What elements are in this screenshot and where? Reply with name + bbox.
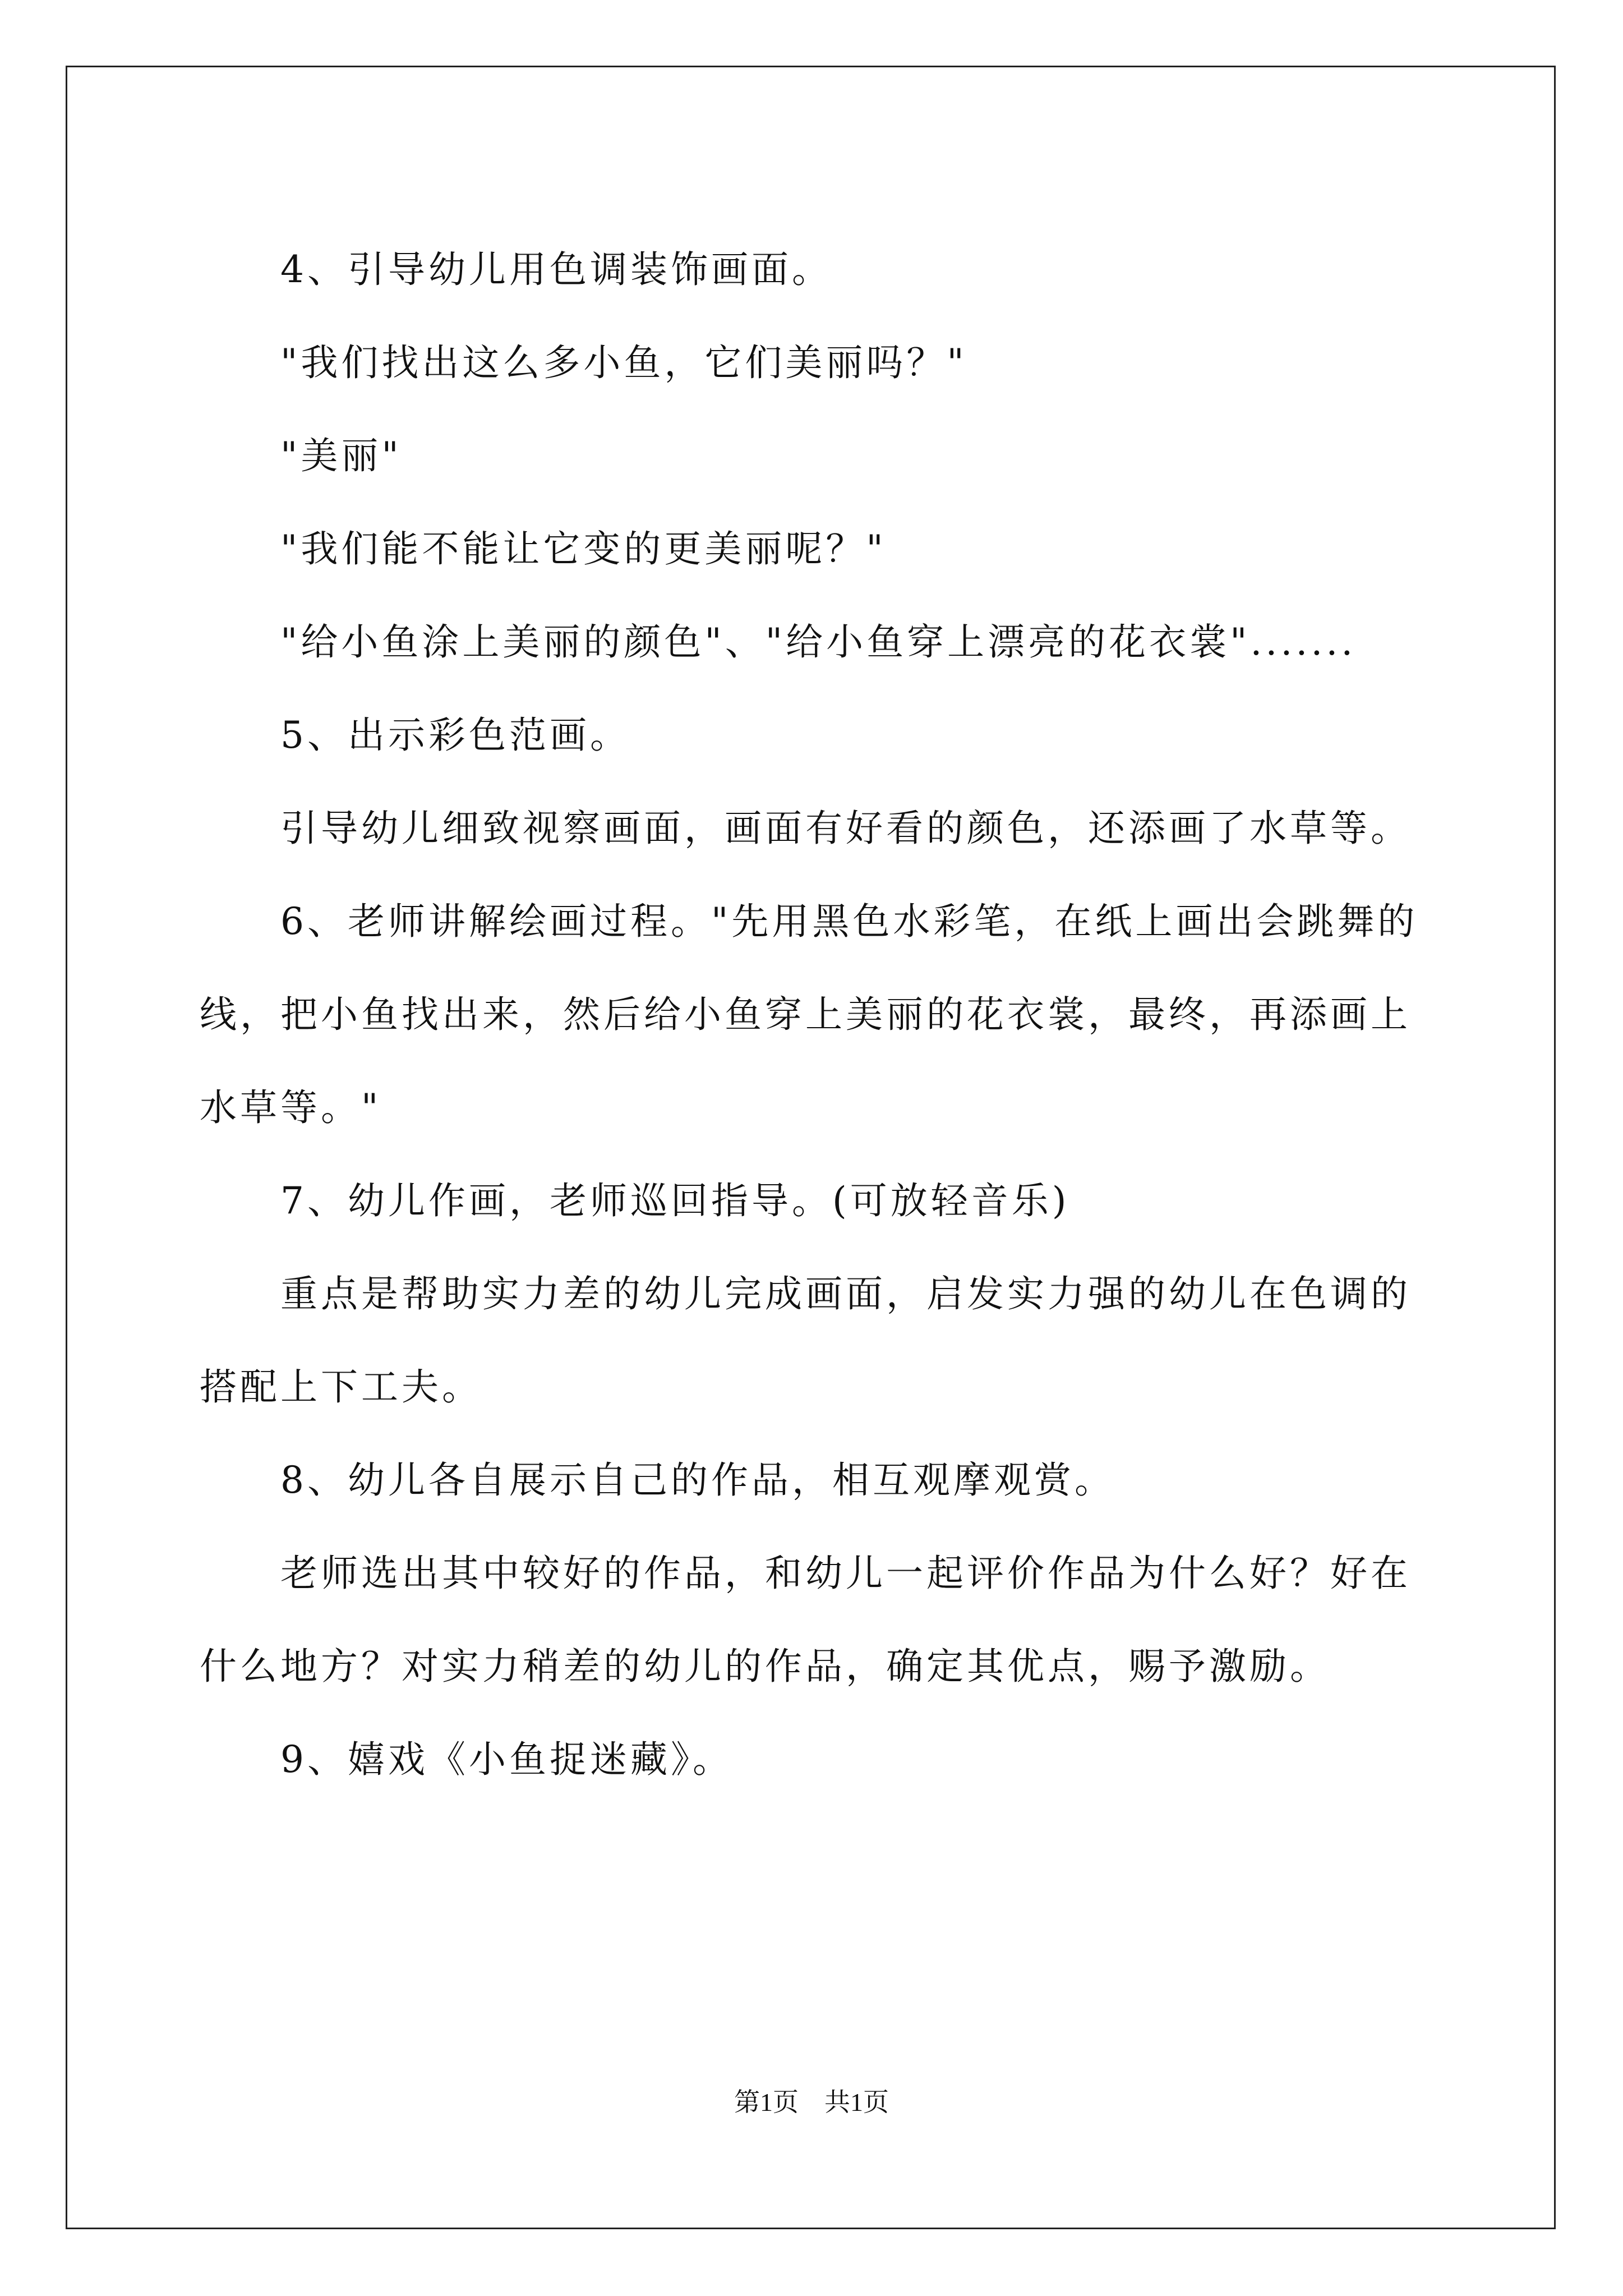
paragraph: 重点是帮助实力差的幼儿完成画面，启发实力强的幼儿在色调的搭配上下工夫。 [200,1272,1411,1409]
page-footer [0,2086,1623,2119]
document-body [200,223,1433,1806]
page-total: 共1页 [824,2088,889,2116]
paragraph: "给小鱼涂上美丽的颜色"、"给小鱼穿上漂亮的花衣裳"....... [280,620,1357,664]
paragraph: "我们找出这么多小鱼，它们美丽吗？" [280,341,967,384]
paragraph: 9、嬉戏《小鱼捉迷藏》。 [280,1738,733,1781]
paragraph: "我们能不能让它变的更美丽呢？" [280,527,887,570]
paragraph: 老师选出其中较好的作品，和幼儿一起评价作品为什么好？好在什么地方？对实力稍差的幼儿的作品，确定其优点，赐予激励。 [200,1552,1411,1688]
paragraph: 8、幼儿各自展示自己的作品，相互观摩观赏。 [280,1458,1115,1502]
paragraph: 5、出示彩色范画。 [280,714,630,757]
paragraph: 7、幼儿作画，老师巡回指导。(可放轻音乐) [280,1179,1070,1222]
paragraph: "美丽" [280,434,402,477]
paragraph: 6、老师讲解绘画过程。"先用黑色水彩笔，在纸上画出会跳舞的线，把小鱼找出来，然后给小鱼穿上美丽的花衣裳，最终，再添画上水草等。" [200,900,1418,1129]
paragraph: 4、引导幼儿用色调装饰画面。 [280,248,832,291]
paragraph: 引导幼儿细致视察画面，画面有好看的颜色，还添画了水草等。 [280,807,1411,850]
page-number: 第1页 [734,2088,799,2116]
